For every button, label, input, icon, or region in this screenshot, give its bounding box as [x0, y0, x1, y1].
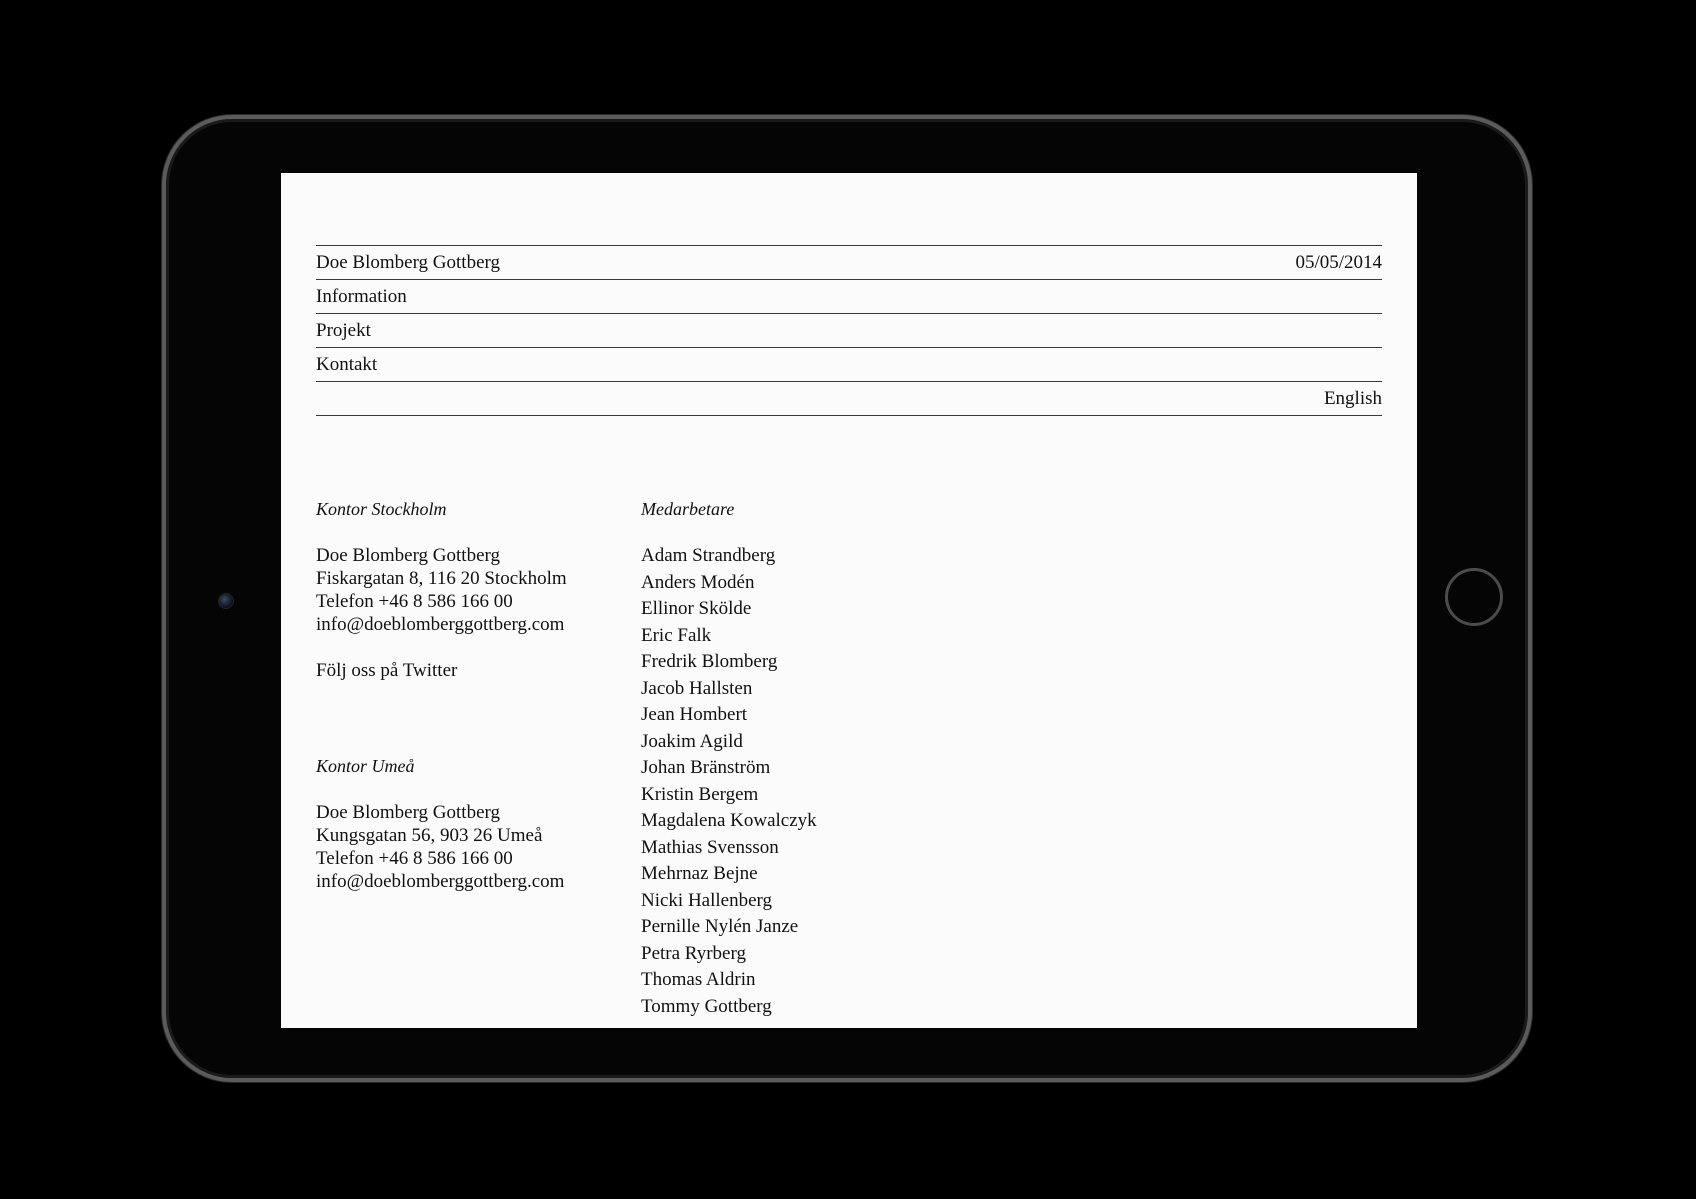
site-name-link[interactable]: Doe Blomberg Gottberg [316, 252, 500, 273]
staff-member: Joakim Agild [641, 730, 743, 752]
office-street: Kungsgatan 56, 903 26 Umeå [316, 825, 543, 846]
staff-member: Tommy Gottberg [641, 995, 772, 1017]
nav-item-label[interactable]: Kontakt [316, 354, 378, 375]
staff-heading: Medarbetare [641, 499, 735, 519]
staff-member: Jean Hombert [641, 704, 748, 725]
staff-member: Nicki Hallenberg [641, 889, 773, 911]
staff-member: Eric Falk [641, 624, 712, 646]
staff-member: Adam Strandberg [641, 545, 776, 566]
staff-member: Mehrnaz Bejne [641, 863, 758, 884]
twitter-link[interactable]: Följ oss på Twitter [316, 660, 458, 681]
screen [281, 173, 1417, 1028]
staff-member: Ellinor Skölde [641, 598, 752, 619]
site-navigation [316, 245, 1382, 416]
staff-column [641, 498, 1041, 1021]
office-heading: Kontor Stockholm [316, 499, 447, 519]
header-row [316, 246, 1382, 280]
language-row [316, 382, 1382, 416]
staff-member: Petra Ryrberg [641, 942, 746, 964]
offices-column [316, 498, 616, 893]
office-heading: Kontor Umeå [316, 756, 415, 776]
staff-member: Kristin Bergem [641, 783, 759, 805]
camera-icon [218, 593, 234, 609]
staff-list [641, 544, 1041, 1021]
nav-item-kontakt[interactable] [316, 348, 1382, 382]
staff-member: Jacob Hallsten [641, 677, 753, 699]
office-company: Doe Blomberg Gottberg [316, 545, 500, 566]
nav-item-projekt[interactable] [316, 314, 1382, 348]
nav-item-label[interactable]: Information [316, 286, 407, 307]
date-label: 05/05/2014 [1295, 252, 1382, 273]
home-button[interactable] [1445, 568, 1503, 626]
office-stockholm [316, 498, 616, 682]
nav-item-label[interactable]: Projekt [316, 320, 371, 341]
office-phone: Telefon +46 8 586 166 00 [316, 848, 513, 869]
staff-member: Thomas Aldrin [641, 969, 756, 990]
staff-member: Mathias Svensson [641, 836, 779, 858]
office-email-link[interactable]: info@doeblomberggottberg.com [316, 871, 565, 892]
office-phone: Telefon +46 8 586 166 00 [316, 591, 513, 612]
nav-item-information[interactable] [316, 280, 1382, 314]
office-umea [316, 755, 616, 893]
staff-member: Fredrik Blomberg [641, 651, 778, 672]
staff-member: Johan Bränström [641, 757, 771, 778]
office-company: Doe Blomberg Gottberg [316, 802, 500, 823]
language-switch-link[interactable]: English [1323, 388, 1382, 409]
office-email-link[interactable]: info@doeblomberggottberg.com [316, 614, 565, 635]
staff-member: Magdalena Kowalczyk [641, 810, 817, 831]
staff-member: Anders Modén [641, 571, 755, 593]
office-street: Fiskargatan 8, 116 20 Stockholm [316, 568, 567, 589]
staff-member: Pernille Nylén Janze [641, 916, 799, 937]
